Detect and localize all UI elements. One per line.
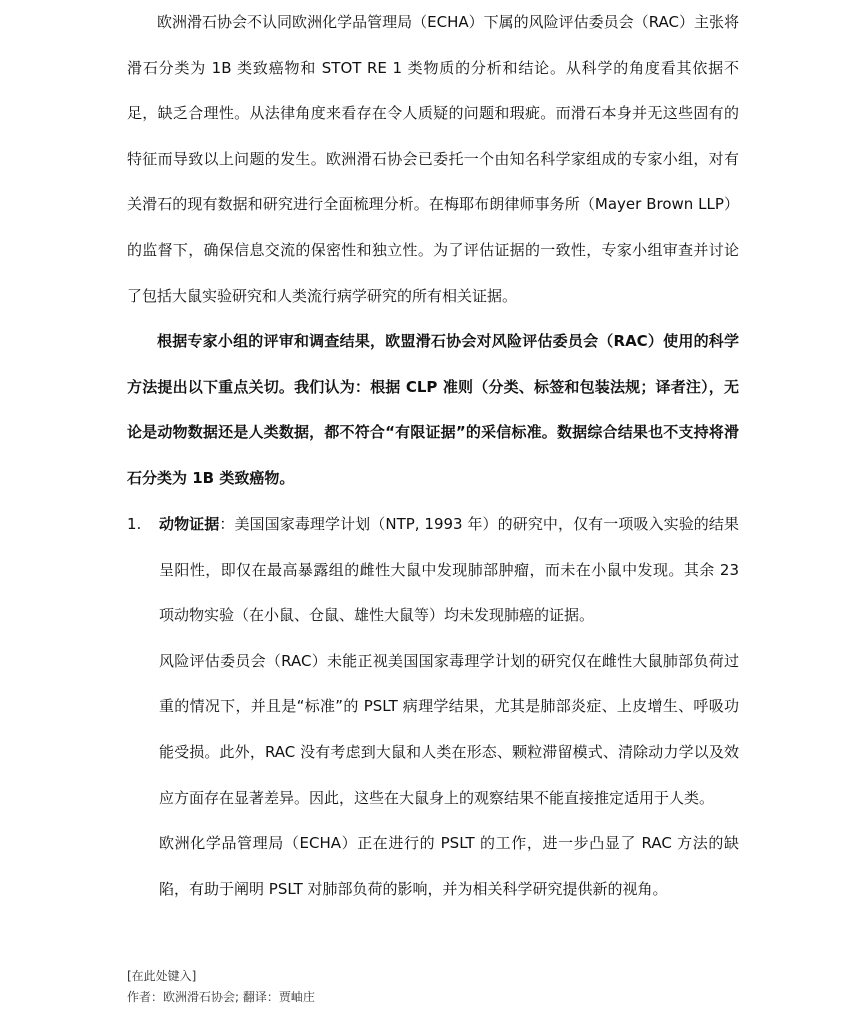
list-item-body [159,502,739,912]
intro-paragraph: 欧洲滑石协会不认同欧洲化学品管理局（ECHA）下属的风险评估委员会（RAC）主张将滑石分类为 1B 类致癌物和 STOT RE 1 类物质的分析和结论。从科学的角度看其依据不足，缺乏合理性。从法律角度来看存在令人质疑的问题和瑕疵。而滑石本身并无这些固有的特征而导致以上问题的发生。欧洲滑石协会已委托一个由知名科学家组成的专家小组，对有关滑石的现有数据和研究进行全面梳理分析。在梅耶布朗律师事务所（Mayer Brown LLP）的监督下，确保信息交流的保密性和独立性。为了评估证据的一致性，专家小组审查并讨论了包括大鼠实验研究和人类流行病学研究的所有相关证据。 [127,13,739,305]
list-item-lead-text: ：美国国家毒理学计划（NTP, 1993 年）的研究中，仅有一项吸入实验的结果呈阳性，即仅在最高暴露组的雌性大鼠中发现肺部肿瘤，而未在小鼠中发现。其余 23 项动物实验（在小鼠、仓鼠、雄性大鼠等）均未发现肺癌的证据。 [159,515,739,625]
list-item-paragraph-3: 欧洲化学品管理局（ECHA）正在进行的 PSLT 的工作，进一步凸显了 RAC 方法的缺陷，有助于阐明 PSLT 对肺部负荷的影响，并为相关科学研究提供新的视角。 [159,834,739,898]
list-item-lead [159,502,739,639]
list-item [127,502,739,912]
summary-paragraph: 根据专家小组的评审和调查结果，欧盟滑石协会对风险评估委员会（RAC）使用的科学方法提出以下重点关切。我们认为：根据 CLP 准则（分类、标签和包装法规；译者注），无论是动物数据还是人类数据，都不符合“有限证据”的采信标准。数据综合结果也不支持将滑石分类为 1B 类致癌物。 [127,332,739,487]
list-number: 1. [127,515,142,533]
footer-placeholder[interactable]: [在此处键入] [127,969,197,983]
footer-credit: 作者：欧洲滑石协会; 翻译：贾岫庄 [127,990,315,1004]
list-item-paragraph-2: 风险评估委员会（RAC）未能正视美国国家毒理学计划的研究仅在雌性大鼠肺部负荷过重的情况下，并且是“标准”的 PSLT 病理学结果，尤其是肺部炎症、上皮增生、呼吸功能受损。此外，RAC 没有考虑到大鼠和人类在形态、颗粒滞留模式、清除动力学以及效应方面存在显著差异。因此，这些在大鼠身上的观察结果不能直接推定适用于人类。 [159,651,739,807]
list-item-term: 动物证据 [159,515,220,533]
